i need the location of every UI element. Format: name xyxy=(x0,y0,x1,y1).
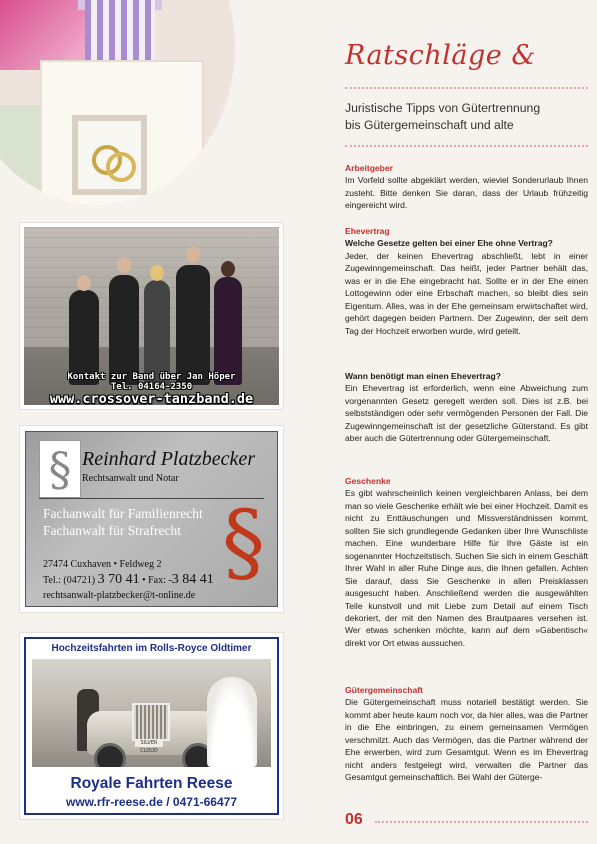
lawyer-title: Rechtsanwalt und Notar xyxy=(82,473,179,484)
section-body: Ein Ehevertrag ist erforderlich, wenn eine Abweichung zum vorgenannten Gesetz geregelt werden soll. Dies ist z.B. bei selbstständigen oder sehr vermögenden Personen der Fall. Die Zugewinngemeinschaft ist der gesetzliche Güterstand. Es gibt aber auch die Gütertrennung oder Gütergemeinschaft. xyxy=(345,383,588,444)
dotted-divider xyxy=(345,145,588,147)
large-paragraph-icon: § xyxy=(222,493,265,593)
page-subtitle xyxy=(345,100,585,134)
band-member-head xyxy=(150,265,164,281)
lawyer-specialty-criminal: Fachanwalt für Strafrecht xyxy=(43,523,181,538)
section-body: Es gibt wahrscheinlich keinen vergleichbaren Anlass, bei dem man so viele Geschenke erhält wie bei einer Hochzeit. Damit es nicht zu Enttäuschungen und Missverständnissen kommt, sollten Sie sich grundlegende Gedanken über Ihre Wunschliste machen. Eine wunderbare Hilfe für Ihre Gäste ist ein sogenannter Hochzeitstisch. Suchen Sie sich in einem Geschäft Ihrer Wahl in aller Ruhe Dinge aus, die Ihnen gefallen. Achten Sie darauf, dass Sie Geschenke in allen Preisklassen ausgesucht haben. Anschließend werden die ausgewählten Teile kunstvoll und mit Liebe zum Detail auf einem Tisch dekoriert, der mit den Namen des Brautpaares versehen ist. Wer etwas schenken möchte, kann auf dem »Gabentisch« direkt vor Ort etwas aussuchen. xyxy=(345,488,588,648)
page-title: Ratschläge & xyxy=(345,40,536,71)
dotted-divider xyxy=(345,87,588,89)
band-advertisement[interactable] xyxy=(20,223,283,409)
lawyer-name: Reinhard Platzbecker xyxy=(82,448,256,470)
band-member xyxy=(144,280,170,385)
lawyer-email-link[interactable]: rechtsanwalt-platzbecker@t-online.de xyxy=(43,590,196,601)
band-url-link[interactable]: www.crossover-tanzband.de xyxy=(49,391,254,405)
wedding-gifts-photo xyxy=(0,0,235,205)
lawyer-specialty-family: Fachanwalt für Familienrecht xyxy=(43,506,203,521)
lawyer-phone[interactable] xyxy=(43,572,214,588)
question-heading: Welche Gesetze gelten bei einer Ehe ohne Vertrag? xyxy=(345,238,553,249)
lawyer-advertisement[interactable] xyxy=(20,426,283,612)
fax-number: 3 84 41 xyxy=(171,572,214,587)
license-plate: SILVER CLOUD xyxy=(135,739,163,747)
band-member-head xyxy=(186,247,200,263)
band-member-head xyxy=(221,261,235,277)
lawyer-card xyxy=(25,431,278,607)
section-heading: Ehevertrag xyxy=(345,226,390,236)
question-heading: Wann benötigt man einen Ehevertrag? xyxy=(345,371,501,381)
band-contact-phone: Tel. 04164-2350 xyxy=(110,382,193,392)
section-heading: Geschenke xyxy=(345,476,391,486)
section-body: Im Vorfeld sollte abgeklärt werden, wieviel Sonderurlaub Ihnen zusteht. Bitte denken Sie daran, dass der Urlaub frühzeitig eingereicht wird. xyxy=(345,175,588,211)
subtitle-line2: bis Gütergemeinschaft und alte xyxy=(345,118,514,132)
band-contact-line1: Kontakt zur Band über Jan Höper xyxy=(67,372,236,382)
band-member xyxy=(176,265,210,385)
band-member xyxy=(109,275,139,385)
ring-icon xyxy=(106,152,136,182)
section-geschenke xyxy=(345,475,588,649)
section-arbeitgeber xyxy=(345,162,588,212)
bride-figure xyxy=(207,677,257,767)
band-member-head xyxy=(117,257,131,273)
section-heading: Gütergemeinschaft xyxy=(345,685,423,695)
lawyer-address: 27474 Cuxhaven • Feldweg 2 xyxy=(43,559,162,570)
section-ehevertrag xyxy=(345,225,588,337)
rolls-royce-advertisement[interactable] xyxy=(20,633,283,819)
rolls-company-name: Royale Fahrten Reese xyxy=(70,775,233,792)
wedding-car-photo xyxy=(32,659,271,767)
section-guetergemeinschaft xyxy=(345,684,588,784)
band-member xyxy=(214,277,242,385)
band-member xyxy=(69,290,99,385)
section-heading: Arbeitgeber xyxy=(345,163,393,173)
page-number: 06 xyxy=(345,811,363,828)
band-photo xyxy=(24,227,279,405)
fax-prefix: • Fax: - xyxy=(142,575,172,586)
tel-number: 3 70 41 xyxy=(97,572,140,587)
section-body: Die Gütergemeinschaft muss notariell bestätigt werden. Sie kommt aber heute kaum noch vor, da hier alles, was die Partner in die Ehe einbringen, zu einem gemeinsamen Vermögen verschmilzt. Auch das Vermögen, das die Partner während der Ehe erwerben, wird zum Gesamtgut. Wenn es im Ehevertrag nicht anders festgelegt wird, verwalten die Partner das Gesamtgut gemeinschaftlich. Bei Wahl der Güterge- xyxy=(345,697,588,783)
subtitle-line1: Juristische Tipps von Gütertrennung xyxy=(345,101,541,115)
car-grill xyxy=(132,703,170,741)
dotted-divider xyxy=(375,821,588,823)
rolls-heading: Hochzeitsfahrten im Rolls-Royce Oldtimer xyxy=(51,643,252,654)
section-ehevertrag-when xyxy=(345,370,588,445)
rolls-card xyxy=(24,637,279,815)
wheel-icon xyxy=(94,743,126,767)
rolls-url-phone-link[interactable]: www.rfr-reese.de / 0471-66477 xyxy=(66,795,237,809)
band-member-head xyxy=(77,275,91,291)
paragraph-icon: § xyxy=(39,440,81,498)
tel-prefix: Tel.: (04721) xyxy=(43,575,96,586)
band-contact xyxy=(24,372,279,392)
section-body: Jeder, der keinen Ehevertrag abschließt, lebt in einer Zugewinngemeinschaft. Das heißt, jeder Partner behält das, was er in die Ehe eingebracht hat. Sollte er in der Ehe einen Lottogewinn oder eine Erbschaft machen, so bleibt dies sein Eigentum. Alles, was in der Ehe gemeinsam erwirtschaftet wird, gehört dagegen beiden Partnern. Der Zugewinn, der seit dem Tag der Hochzeit erworben wurde, wird geteilt. xyxy=(345,250,588,336)
